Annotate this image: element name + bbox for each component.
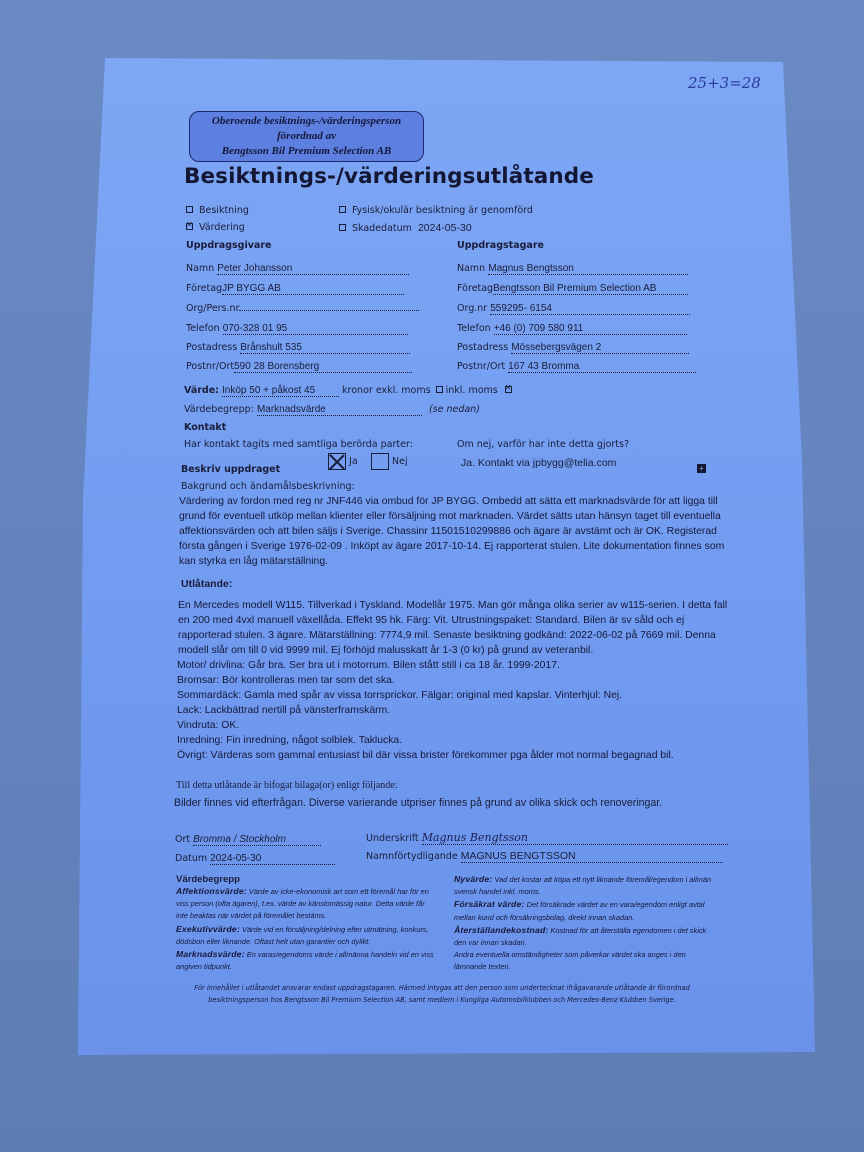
kontakt-nej-option[interactable]: Nej [371, 453, 408, 470]
checkbox-besiktning-icon[interactable] [186, 206, 193, 213]
uppdragsgivare-postnr-field[interactable]: Postnr/Ort590 28 Borensberg [186, 361, 412, 373]
namnfortydligande-field[interactable]: Namnförtydligande MAGNUS BENGTSSON [366, 850, 723, 863]
utlatande-inredning: Inredning: Fin inredning, något solblek. Taklucka. [177, 735, 403, 746]
definitions-right [454, 873, 716, 974]
utlatande-vindruta: Vindruta: OK. [177, 720, 240, 731]
option-fysisk-besiktning[interactable]: Fysisk/okulär besiktning är genomförd [339, 205, 533, 216]
varde-field[interactable]: Värde: Inköp 50 + påkost 45 kronor exkl. moms inkl. moms ✕ [184, 385, 518, 397]
expand-plus-icon[interactable]: + [697, 464, 706, 473]
option-skadedatum[interactable]: Skadedatum 2024-05-30 [339, 222, 472, 234]
beskriv-text: Värdering av fordon med reg nr JNF446 via ombud för JP BYGG. Ombedd att sätta ett marknadsvärde för att ligga till grund för eventuell utköp mellan klienter eller försäljning mot marknaden. Värdet sätts utan hänsyn taget till eventuella affektionsvärden och att bilen säljs i Sverige. Chassinr 11501510299886 och ägare är avstämt och är OK. Registerad första gången i Sverige 1976-02-09 . Inköpt av ägare 2017-10-14. Ej rapporterat stulen. Lite dokumentation finnes som kan styrka en låg mätarställning. [179, 496, 725, 567]
utlatande-motor: Motor/ drivlina: Går bra. Ser bra ut i motorrum. Bilen stått still i ca 18 år. 1999-2017. [177, 660, 560, 671]
datum-field[interactable]: Datum 2024-05-30 [175, 853, 335, 865]
ort-field[interactable]: Ort Bromma / Stockholm [175, 834, 321, 846]
def-forsakrat-varde: Försäkrat värde: Det försäkrade värdet av en vara/egendom enligt avtal mellan kund och försäkringsbolag, direkt innan skadan. [454, 899, 705, 922]
bilagor-label: Till detta utlåtande är bifogat bilaga(or) enligt följande: [176, 780, 398, 791]
utlatande-details [177, 658, 737, 763]
uppdragsgivare-heading: Uppdragsgivare [186, 240, 272, 251]
checkbox-skadedatum-icon[interactable] [339, 224, 346, 231]
utlatande-lack: Lack: Lackbättrad nertill på vänsterframskärm. [177, 705, 391, 716]
uppdragstagare-namn-field[interactable]: Namn Magnus Bengtsson [457, 263, 688, 275]
def-exekutivvarde: Exekutivvärde: Värde vid en försäljning/delning efter utmätning, konkurs, dödsbon eller liknande. Oftast helt utan garantier och dylikt. [176, 923, 429, 946]
kontakt-why-answer: Ja. Kontakt via jpbygg@telia.com [461, 457, 617, 469]
uppdragstagare-postadress-field[interactable]: Postadress Mössebergsvägen 2 [457, 342, 689, 354]
uppdragsgivare-telefon-field[interactable]: Telefon 070-328 01 95 [186, 323, 408, 335]
checkbox-fysisk-icon[interactable] [339, 206, 346, 213]
uppdragstagare-telefon-field[interactable]: Telefon +46 (0) 709 580 911 [457, 323, 687, 335]
kontakt-heading: Kontakt [184, 422, 227, 433]
def-nyvarde: Nyvärde: Vad det kostar att köpa ett nytt liknande föremål/egendom i allmän svensk handel inkl. moms. [454, 874, 712, 897]
uppdragstagare-orgnr-field[interactable]: Org.nr 559295- 6154 [457, 303, 690, 315]
underskrift-field[interactable]: Underskrift Magnus Bengtsson [366, 831, 728, 845]
header-line-3: Bengtsson Bil Premium Selection AB [221, 145, 392, 157]
document-title: Besiktnings-/värderingsutlåtande [184, 164, 594, 189]
header-line-1: Oberoende besiktnings-/värderingsperson [211, 115, 402, 127]
checkbox-ja-checked-icon[interactable] [328, 453, 346, 470]
utlatande-bromsar: Bromsar: Bör kontrolleras men tar som det ska. [177, 675, 395, 686]
def-aterstallandekostnad: Återställandekostnad: Kostnad för att återställa egendomen i det skick den var innan skadan. [454, 924, 707, 948]
definitions-left [176, 885, 438, 973]
def-affektionsvarde: Affektionsvärde: Värde av icke-ekonomisk art som ett föremål har för en viss person (ofta ägaren), t.ex. värde av känslomässig natur. Detta värde får inte beaktas när värdet på föremålet bestäms. [176, 886, 429, 921]
skadedatum-value: 2024-05-30 [417, 222, 472, 234]
checkbox-nej-icon[interactable] [371, 453, 389, 470]
definitions-heading: Värdebegrepp [176, 874, 240, 885]
uppdragstagare-postnr-field[interactable]: Postnr/Ort 167 43 Bromma [457, 361, 696, 373]
def-marknadsvarde: Marknadsvärde: En varas/egendoms värde i allmänna handeln vid en viss angiven tidpunkt. [176, 949, 434, 972]
checkbox-exkl-moms-icon[interactable] [436, 386, 443, 393]
utlatande-ovrigt: Övrigt: Värderas som gammal entusiast bil där vissa brister förekommer pga ålder mot normal begagnad bil. [177, 750, 674, 761]
uppdragsgivare-postadress-field[interactable]: Postadress Brånshult 535 [186, 342, 410, 354]
issuer-header-box [189, 111, 424, 162]
kontakt-ja-option[interactable]: Ja [328, 453, 358, 470]
bilagor-text: Bilder finnes vid efterfrågan. Diverse varierande utpriser finnes på grund av olika skick och renoveringar. [174, 797, 663, 809]
uppdragstagare-heading: Uppdragstagare [457, 240, 544, 251]
uppdragsgivare-foretag-field[interactable]: FöretagJP BYGG AB [186, 283, 404, 295]
checkbox-inkl-moms-checked-icon[interactable] [505, 386, 512, 393]
checkbox-vardering-checked-icon[interactable] [186, 223, 193, 230]
utlatande-heading: Utlåtande: [181, 578, 233, 590]
uppdragstagare-foretag-field[interactable]: FöretagBengtsson Bil Premium Selection AB [457, 283, 688, 295]
uppdragsgivare-namn-field[interactable]: Namn Peter Johansson [186, 263, 409, 275]
handwritten-annotation: 25+3=28 [688, 74, 761, 92]
utlatande-paragraph: En Mercedes modell W115. Tillverkad i Tyskland. Modellår 1975. Man gör många olika serier av w115-serien. I detta fall en 200 med 4vxl manuell växellåda. Effekt 95 hk. Färg: Vit. Utrustningspaket: Standard. Bilen är sv såld och ej rapporterad stulen. 3 ägare. Mätarställning: 7774,9 mil. Senaste besiktning godkänd: 2022-06-02 på 7669 mil. Denna modell slår om till 0 vid 9999 mil. Ej förhöjd malusskatt år 1-3 (0 kr) på grund av veteranbil. [178, 600, 728, 656]
footer-disclaimer: För innehållet i utlåtandet ansvarar endast uppdragstagaren. Härmed intygas att den person som undertecknat ifrågavarande utlåtande är förordnad besiktningsperson hos Bengtsson Bil Premium Selection AB, samt medlem i Kungliga Automobilklubben och Mercedes-Benz Klubben Sverige. [194, 984, 690, 1004]
signature-handwriting: Magnus Bengtsson [421, 831, 528, 844]
header-line-2: förordnad av [277, 130, 336, 142]
option-besiktning[interactable]: Besiktning [186, 205, 249, 216]
kontakt-why-question: Om nej, varför har inte detta gjorts? [457, 439, 630, 450]
vardebegrepp-field[interactable]: Värdebegrepp: Marknadsvärde (se nedan) [184, 404, 480, 415]
def-other: Andra eventuella omständigheter som påverkar värdet ska anges i den lämnande texten. [454, 950, 686, 972]
beskriv-subheading: Bakgrund och ändamålsbeskrivning: [181, 481, 355, 492]
uppdragsgivare-orgnr-field[interactable]: Org/Pers.nr [186, 303, 419, 314]
beskriv-heading: Beskriv uppdraget [181, 464, 281, 475]
utlatande-dack: Sommardäck: Gamla med spår av vissa torrsprickor. Fälgar: original med kapslar. Vinterhjul: Nej. [177, 690, 623, 701]
option-vardering[interactable]: ✕Värdering [186, 222, 245, 233]
kontakt-question: Har kontakt tagits med samtliga berörda parter: [184, 439, 413, 450]
